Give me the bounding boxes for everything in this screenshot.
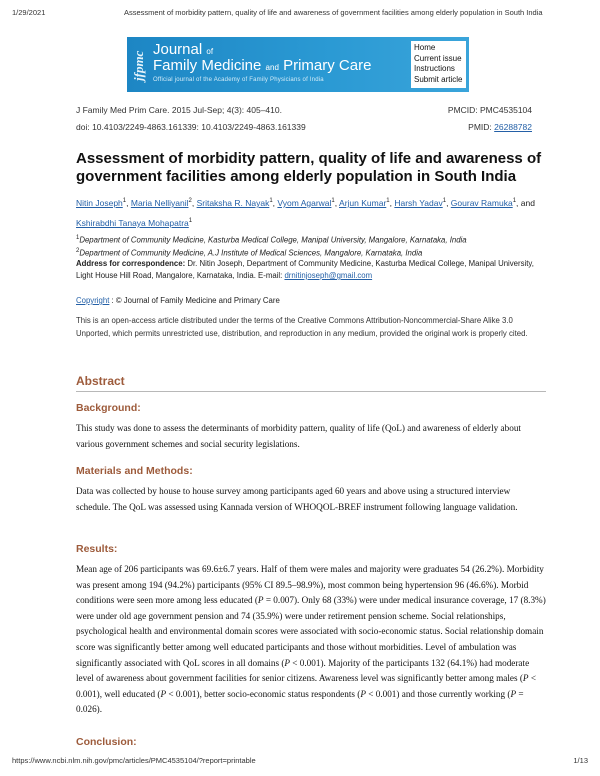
doi: doi: 10.4103/2249-4863.161339: 10.4103/2249-4863.161339 <box>76 122 306 132</box>
citation-row <box>76 105 532 115</box>
citation-ref: J Family Med Prim Care. 2015 Jul-Sep; 4(3): 405–410. <box>76 105 282 115</box>
author-link[interactable]: Nitin Joseph <box>76 197 123 208</box>
menu-current-issue-link[interactable]: Current issue <box>414 53 462 63</box>
background-text: This study was done to assess the determinants of morbidity pattern, quality of life (QoL) and awareness of elderly about various government schemes and social security legislations. <box>76 423 521 449</box>
author-link[interactable]: Kshirabdhi Tanaya Mohapatra <box>76 217 189 228</box>
journal-banner <box>127 37 469 92</box>
methods-heading: Materials and Methods: <box>76 465 193 477</box>
author-link[interactable]: Arjun Kumar <box>339 197 387 208</box>
journal-menu <box>411 41 466 88</box>
affiliation-2: $^2$Department of Community Medicine, A.J Institute of Medical Sciences, Mangalore, Karnataka, India <box>76 248 423 258</box>
affiliation-1: $^1$Department of Community Medicine, Kasturba Medical College, Manipal University, Mangalore, Karnataka, India <box>76 235 467 245</box>
pmid: PMID: 26288782 <box>468 122 532 132</box>
print-page-title: Assessment of morbidity pattern, quality of life and awareness of government facilities among elderly population in South India <box>124 8 543 17</box>
journal-subtitle: Official journal of the Academy of Family Physicians of India <box>153 77 324 83</box>
copyright: Copyright : © Journal of Family Medicine and Primary Care <box>76 296 280 305</box>
author-link[interactable]: Vyom Agarwal <box>277 197 332 208</box>
background-heading: Background: <box>76 402 141 414</box>
abstract-heading: Abstract <box>76 374 125 388</box>
divider <box>76 391 546 392</box>
correspondence: Address for correspondence: Dr. Nitin Joseph, Department of Community Medicine, Kasturba Medical College, Manipal University, Light House Hill Road, Mangalore, Karnataka, India. E-mail: drnitinjoseph@gmail.com <box>76 259 534 280</box>
menu-instructions-link[interactable]: Instructions <box>414 64 455 73</box>
pmid-link[interactable]: 26288782 <box>494 122 532 132</box>
methods-text: Data was collected by house to house survey among participants aged 60 years and above using a structured interview schedule. The QoL was assessed using Kannada version of WHOQOL-BREF instrument following language validation. <box>76 486 518 512</box>
copyright-link[interactable]: Copyright <box>76 296 110 305</box>
pmcid: PMCID: PMC4535104 <box>447 105 532 115</box>
author-link[interactable]: Gourav Ramuka <box>450 197 513 208</box>
license-text: This is an open-access article distributed under the terms of the Creative Commons Attribution-Noncommercial-Share Alike 3.0 Unported, which permits unrestricted use, distribution, and reproduction in any medium, provided the original work is properly cited. <box>76 316 528 338</box>
results-heading: Results: <box>76 543 118 555</box>
menu-submit-article-link[interactable]: Submit article <box>414 74 463 84</box>
journal-logo: jfpmc <box>131 50 146 82</box>
doi-row <box>76 122 532 132</box>
author-link[interactable]: Sritaksha R. Nayak <box>196 197 270 208</box>
author-link[interactable]: Harsh Yadav <box>394 197 443 208</box>
conclusion-heading: Conclusion: <box>76 736 137 748</box>
journal-name-line1: Journal of <box>153 41 214 58</box>
page-number: 1/13 <box>573 756 588 765</box>
article-title: Assessment of morbidity pattern, quality of life and awareness of government facilities among elderly population in South India <box>76 150 542 185</box>
email-link[interactable]: drnitinjoseph@gmail.com <box>284 271 373 280</box>
print-date: 1/29/2021 <box>12 8 46 17</box>
journal-name-line2: Family Medicine and Primary Care <box>153 57 372 74</box>
print-url: https://www.ncbi.nlm.nih.gov/pmc/articles/PMC4535104/?report=printable <box>12 756 256 765</box>
author-list: Nitin Joseph$^1$, Maria Nelliyanil$^2$, Sritaksha R. Nayak$^1$, Vyom Agarwal$^1$, Arjun Kumar$^1$, Harsh Yadav$^1$, Gourav Ramuka$^1$, and Kshirabdhi Tanaya Mohapatra$^1$ <box>76 197 535 228</box>
results-text: Mean age of 206 participants was 69.6±6.7 years. Half of them were males and majority were graduates 54 (26.2%). Morbidity was present among 194 (94.2%) participants (95% CI 89.5–98.9%), most common being hypertension 96 (46.6%). Morbid conditions were seen more among less educated (P = 0.007). Only 68 (33%) were under medical insurance coverage, 17 (8.3%) were under old age government pension and 74 (35.9%) were under retirement pension scheme. Social relationships, psychological health and environmental domain scores were associated with socio-economic status. Social relationship domain score was significantly better among well educated participants and those without morbidities. Level of ambulation was significantly associated with QoL scores in all domains (P < 0.001). Majority of the participants 132 (64.1%) had moderate level of awareness about government facilities for senior citizens. Awareness level was significantly better among males (P < 0.001), well educated (P < 0.001), better socio-economic status respondents (P < 0.001) and those currently working (P = 0.026). <box>76 564 546 715</box>
author-link[interactable]: Maria Nelliyanil <box>130 197 189 208</box>
menu-home-link[interactable]: Home <box>414 43 436 52</box>
